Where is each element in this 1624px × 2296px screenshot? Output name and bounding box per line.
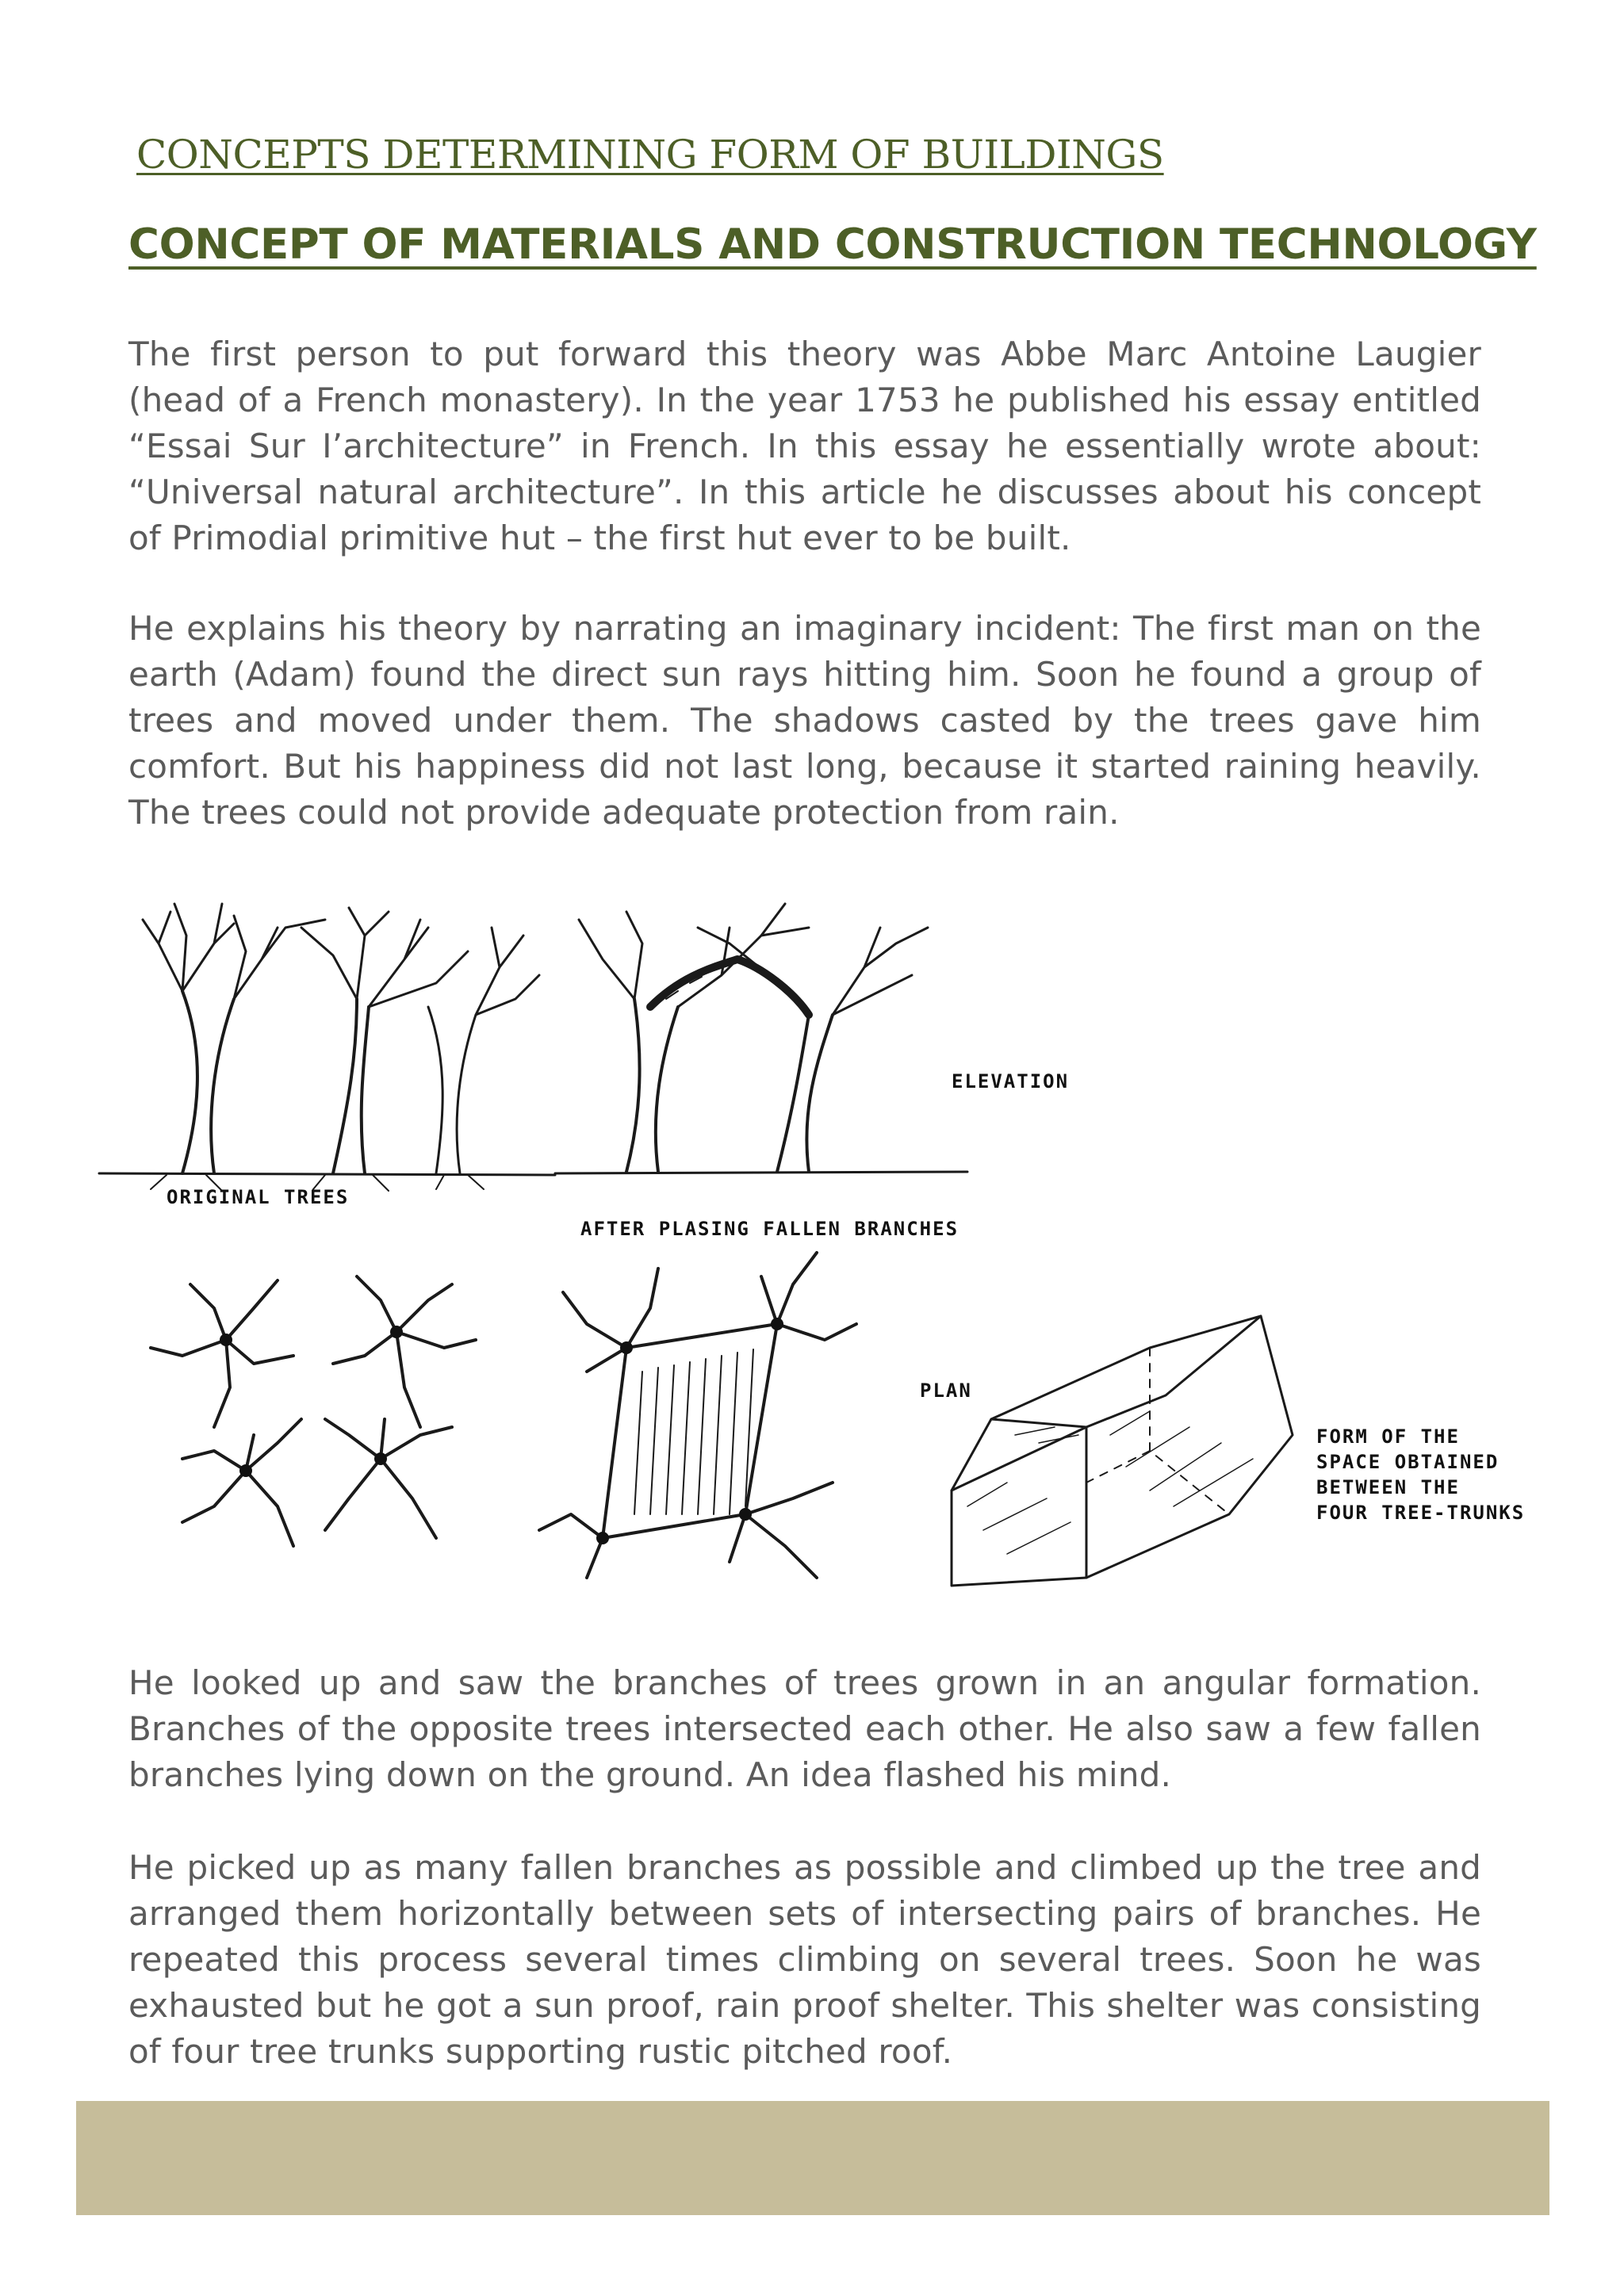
label-elevation: ELEVATION xyxy=(952,1070,1070,1093)
original-trees-plan xyxy=(151,1276,476,1546)
paragraph-intro: The first person to put forward this theory was Abbe Marc Antoine Laugier (head of a French monastery). In the year 1753 he published his essay entitled “Essai Sur I’architecture” in French. In this essay he essentially wrote about: “Universal natural architecture”. In this article he discusses about his concept of Primodial primitive hut – the first hut ever to be built. xyxy=(128,335,1481,557)
label-form-line4: FOUR TREE-TRUNKS xyxy=(1316,1502,1526,1524)
hut-form-sketch xyxy=(952,1316,1293,1586)
sketch-svg xyxy=(95,880,1624,1617)
label-after-branches: AFTER PLASING FALLEN BRANCHES xyxy=(580,1218,959,1240)
after-branches-plan xyxy=(539,1253,856,1578)
label-plan: PLAN xyxy=(920,1380,972,1402)
page-subtitle: CONCEPT OF MATERIALS AND CONSTRUCTION TECHNOLOGY xyxy=(128,220,1537,269)
paragraph-shelter: He picked up as many fallen branches as possible and climbed up the tree and arranged them horizontally between sets of intersecting pairs of branches. He repeated this process several times climbing on several trees. Soon he was exhausted but he got a sun proof, rain proof shelter. This shelter was consisting of four tree trunks supporting rustic pitched roof. xyxy=(128,1848,1481,2071)
paragraph-branches: He looked up and saw the branches of trees grown in an angular formation. Branches of the opposite trees intersected each other. He also saw a few fallen branches lying down on the ground. An idea flashed his mind. xyxy=(128,1663,1481,1794)
ground-line-original xyxy=(99,1173,555,1175)
footer-band xyxy=(76,2101,1549,2215)
paragraph-theory: He explains his theory by narrating an imaginary incident: The first man on the earth (Adam) found the direct sun rays hitting him. Soon he found a group of trees and moved under them. The shadows casted by the trees gave him comfort. But his happiness did not last long, because it started raining heavily. The trees could not provide adequate protection from rain. xyxy=(128,609,1481,832)
ground-line-after xyxy=(555,1172,967,1173)
original-trees-elevation xyxy=(143,904,539,1191)
label-form-line2: SPACE OBTAINED xyxy=(1316,1451,1500,1473)
label-form-line3: BETWEEN THE xyxy=(1316,1476,1460,1498)
label-original-trees: ORIGINAL TREES xyxy=(167,1186,350,1208)
label-form-line1: FORM OF THE xyxy=(1316,1425,1460,1448)
primitive-hut-sketch xyxy=(95,880,1624,1617)
section-title: CONCEPTS DETERMINING FORM OF BUILDINGS xyxy=(136,132,1164,178)
after-branches-elevation xyxy=(579,904,928,1172)
